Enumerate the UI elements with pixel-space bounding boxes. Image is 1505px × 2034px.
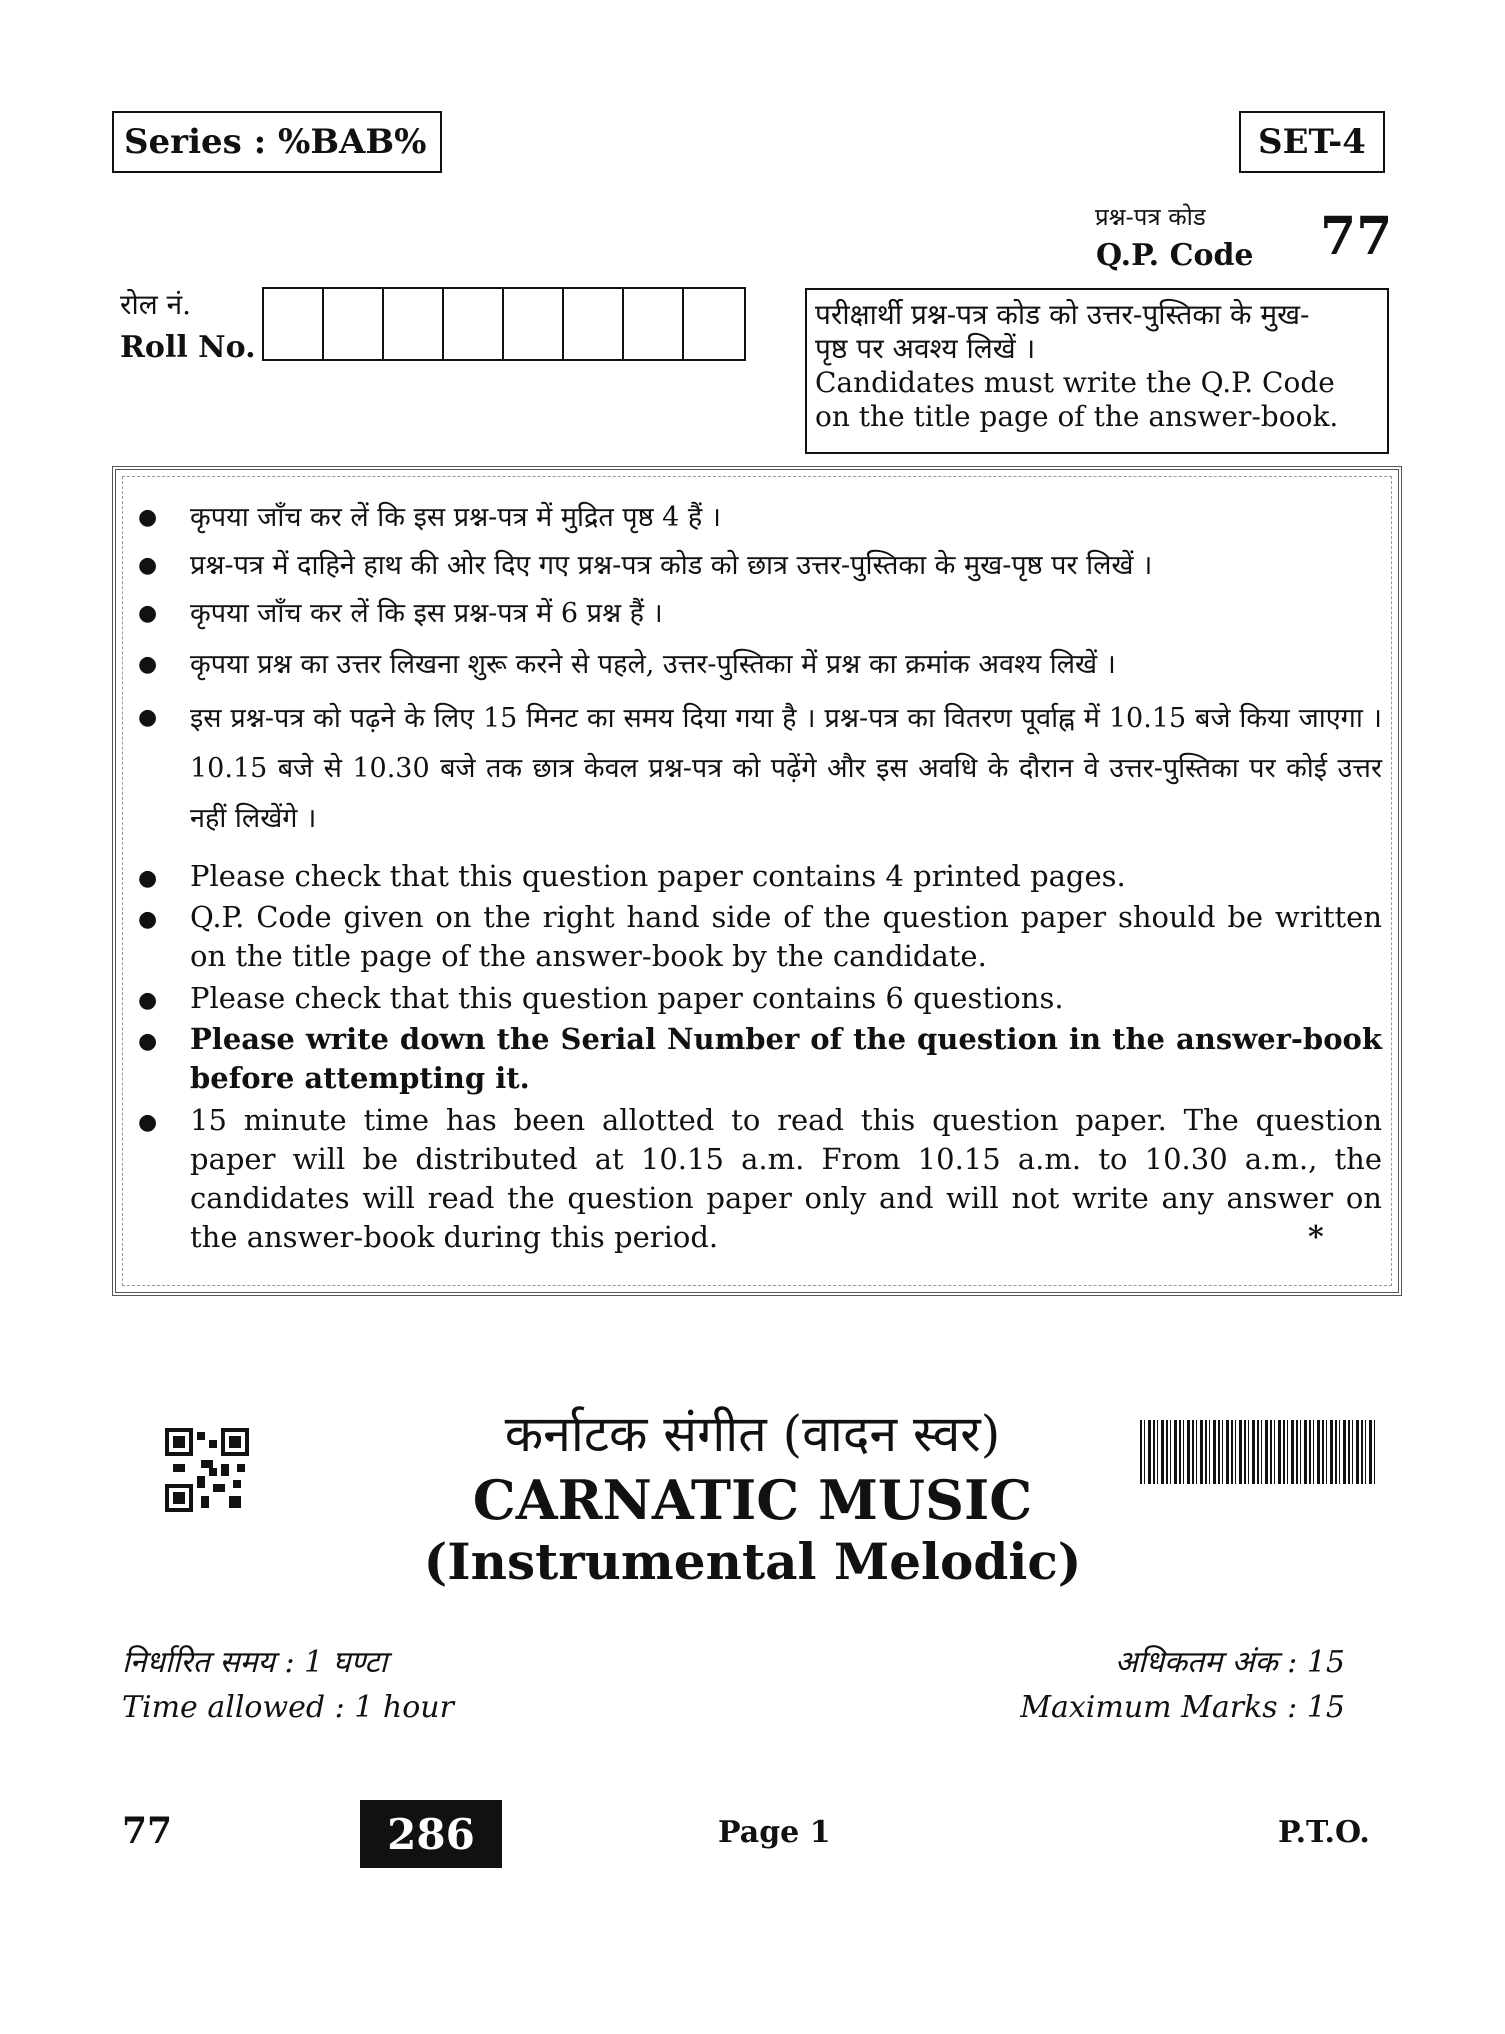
candidate-note-english-2: on the title page of the answer-book.: [815, 400, 1339, 433]
bullet: ●: [138, 907, 158, 932]
bullet: ●: [138, 553, 158, 578]
instruction-hindi-1: कृपया जाँच कर लें कि इस प्रश्न-पत्र में मुद्रित पृष्ठ 4 हैं ।: [190, 502, 722, 533]
pto-label: P.T.O.: [1278, 1815, 1370, 1850]
star-mark: *: [1308, 1220, 1324, 1255]
qp-code-number: 77: [1320, 206, 1393, 267]
candidate-note-english-1: Candidates must write the Q.P. Code: [815, 366, 1335, 399]
qp-code-label: Q.P. Code: [1096, 238, 1254, 273]
subject-title-hindi: कर्नाटक संगीत (वादन स्वर): [504, 1405, 1001, 1463]
footer-number: 286: [387, 1809, 475, 1859]
instruction-english-1: Please check that this question paper contains 4 printed pages.: [190, 859, 1126, 893]
bullet: ●: [138, 601, 158, 626]
instruction-hindi-4: कृपया प्रश्न का उत्तर लिखना शुरू करने से पहले, उत्तर-पुस्तिका में प्रश्न का क्रमांक अवश्य लिखें ।: [190, 649, 1116, 680]
candidate-note-hindi-2: पृष्ठ पर अवश्य लिखें ।: [815, 332, 1036, 365]
set-box: [1239, 111, 1385, 173]
instruction-english-2: Q.P. Code given on the right hand side of the question paper should be written on the title page of the answer-book by the candidate.: [190, 900, 1382, 973]
footer-number-badge: [360, 1800, 502, 1868]
instruction-hindi-2: प्रश्न-पत्र में दाहिने हाथ की ओर दिए गए प्रश्न-पत्र कोड को छात्र उत्तर-पुस्तिका के मुख-पृष्ठ पर लिखें ।: [190, 550, 1153, 581]
set-label: SET-4: [1258, 122, 1366, 162]
subject-subtitle: (Instrumental Melodic): [423, 1532, 1082, 1591]
roll-cell: [504, 289, 564, 359]
bullet: ●: [138, 1029, 158, 1054]
instruction-hindi-3: कृपया जाँच कर लें कि इस प्रश्न-पत्र में 6 प्रश्न हैं ।: [190, 598, 663, 629]
footer-code: 77: [122, 1810, 173, 1852]
instruction-english-3: Please check that this question paper contains 6 questions.: [190, 981, 1064, 1015]
bullet: ●: [138, 866, 158, 891]
bullet: ●: [138, 705, 158, 730]
time-allowed-hindi: निर्धारित समय : 1 घण्टा: [122, 1645, 388, 1680]
candidate-note-hindi-1: परीक्षार्थी प्रश्न-पत्र कोड को उत्तर-पुस्तिका के मुख-: [815, 298, 1310, 331]
roll-cell: [624, 289, 684, 359]
roll-cell: [324, 289, 384, 359]
roll-number-boxes: [262, 287, 746, 361]
qp-code-hindi: प्रश्न-पत्र कोड: [1095, 203, 1206, 231]
bullet: ●: [138, 652, 158, 677]
time-allowed: Time allowed : 1 hour: [122, 1690, 454, 1725]
candidate-note-box: [805, 288, 1389, 454]
roll-cell: [384, 289, 444, 359]
bullet: ●: [138, 1110, 158, 1135]
bullet: ●: [138, 505, 158, 530]
subject-title: CARNATIC MUSIC: [472, 1468, 1033, 1532]
roll-hindi: रोल नं.: [120, 288, 192, 321]
roll-cell: [444, 289, 504, 359]
instruction-english-4: Please write down the Serial Number of the question in the answer-book before attempting it.: [190, 1022, 1382, 1095]
series-box: [112, 111, 442, 173]
roll-cell: [264, 289, 324, 359]
page-number: Page 1: [718, 1815, 831, 1850]
roll-cell: [684, 289, 744, 359]
roll-label: Roll No.: [120, 330, 256, 365]
roll-cell: [564, 289, 624, 359]
max-marks: Maximum Marks : 15: [1020, 1690, 1345, 1725]
series-label: Series : %BAB%: [124, 122, 427, 162]
instruction-hindi-5: इस प्रश्न-पत्र को पढ़ने के लिए 15 मिनट का समय दिया गया है । प्रश्न-पत्र का वितरण पूर्वाह्न में 10.15 बजे किया जाएगा । 10.15 बजे से 10.30 बजे तक छात्र केवल प्रश्न-पत्र को पढ़ेंगे और इस अवधि के दौरान वे उत्तर-पुस्तिका पर कोई उत्तर नहीं लिखेंगे ।: [190, 703, 1382, 834]
instruction-english-5: 15 minute time has been allotted to read this question paper. The question paper will be distributed at 10.15 a.m. From 10.15 a.m. to 10.30 a.m., the candidates will read the question paper only and will not write any answer on the answer-book during this period.: [190, 1103, 1382, 1254]
max-marks-hindi: अधिकतम अंक : 15: [1114, 1645, 1345, 1680]
bullet: ●: [138, 988, 158, 1013]
